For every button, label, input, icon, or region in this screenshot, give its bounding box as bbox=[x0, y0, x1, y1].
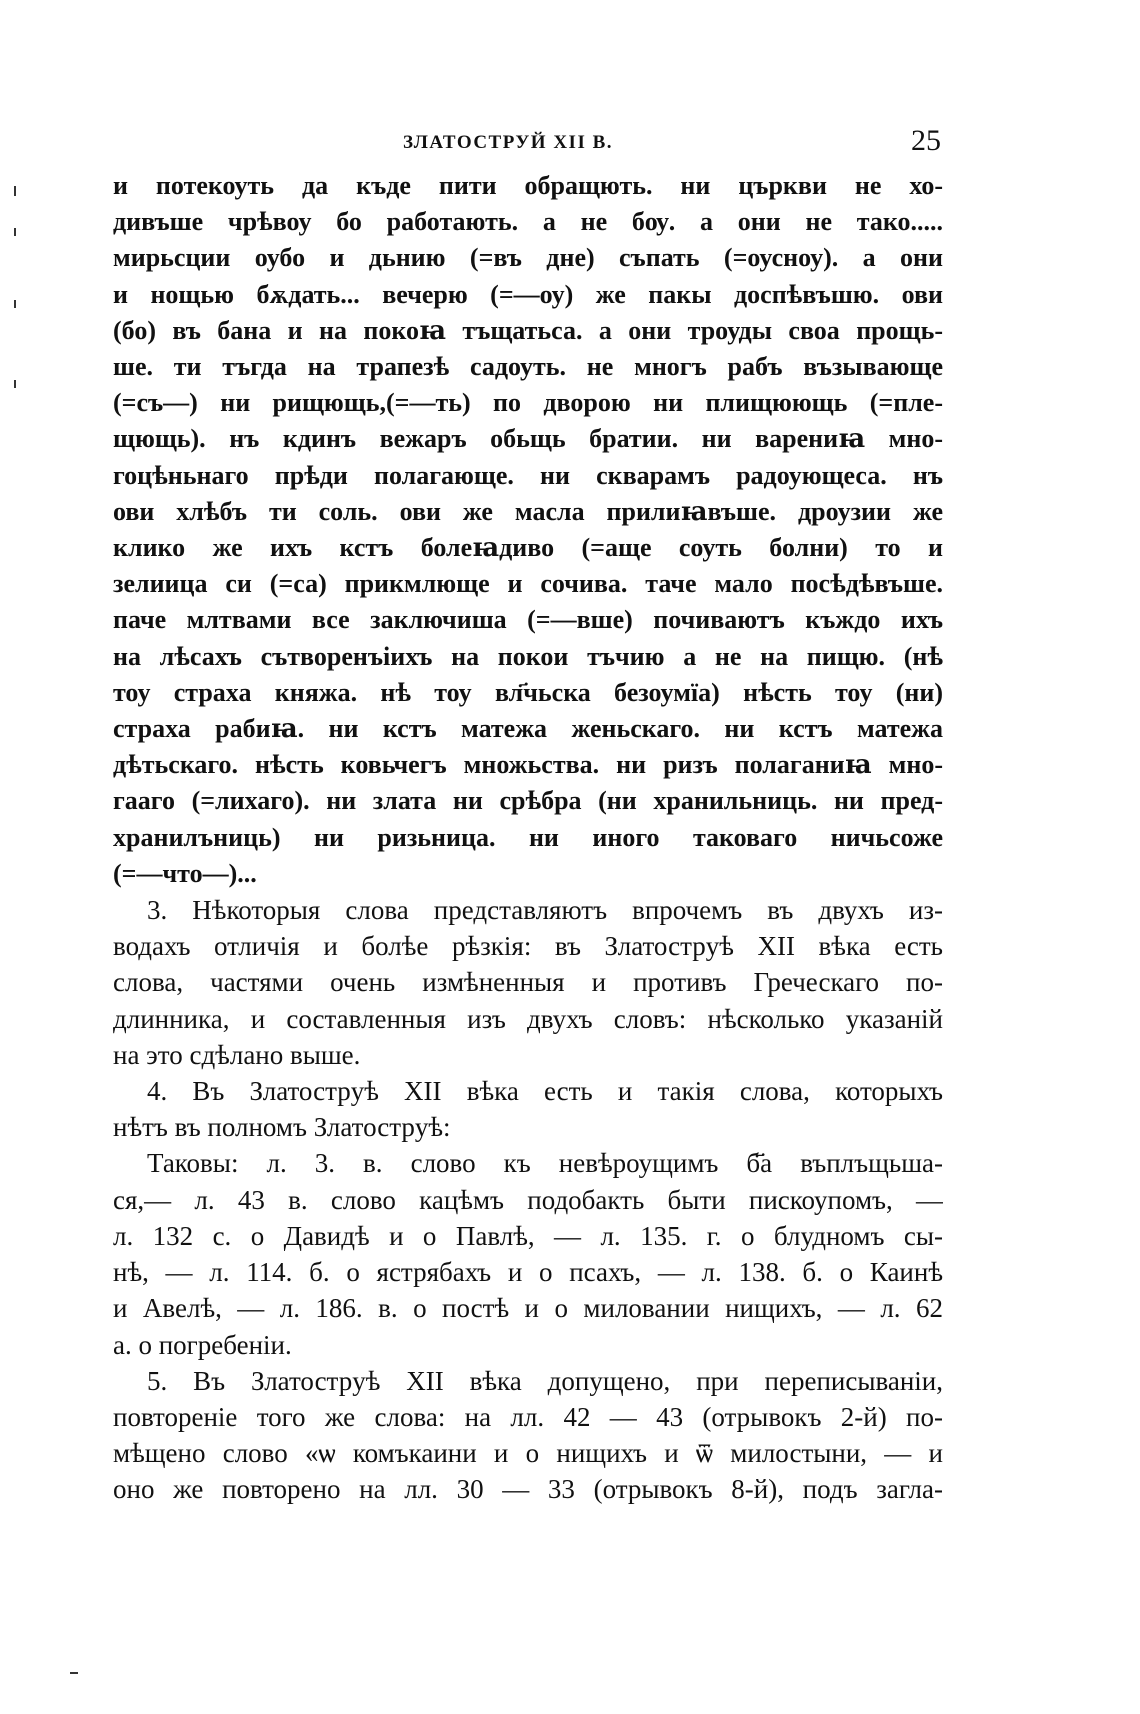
scan-mark bbox=[14, 186, 16, 196]
paragraph-line: л. 132 с. о Давидѣ и о Павлѣ, — л. 135. г. о блудномъ сы- bbox=[113, 1220, 943, 1251]
quote-line: гоцѣньнаго прѣди полагающе. ни скварамъ радоующеса. нъ bbox=[113, 460, 943, 490]
quote-line: (=съ—) ни рищющь,(=—ть) по дворою ни плищюющь (=пле- bbox=[113, 388, 943, 418]
paragraph-list bbox=[113, 1145, 943, 1362]
paragraph-line: ся,— л. 43 в. слово кацѣмъ подобакть быти пискоупомъ, — bbox=[113, 1184, 943, 1215]
scan-mark bbox=[14, 300, 16, 308]
quote-line: ови хлѣбъ ти соль. ови же масла прилиꙗвъше. дроузии же bbox=[113, 496, 943, 526]
quote-line: мирьсции оубо и дьнию (=въ дне) съпать (=оусноу). а они bbox=[113, 243, 943, 273]
paragraph-line: на это сдѣлано выше. bbox=[113, 1039, 361, 1070]
old-slavonic-quote bbox=[113, 168, 943, 892]
page-number: 25 bbox=[911, 124, 941, 157]
paragraph-line: оно же повторено на лл. 30 — 33 (отрывокъ 8-й), подъ загла- bbox=[113, 1474, 943, 1505]
quote-line: тоу страха княжа. нѣ тоу вл҃чьска безоумїа) нѣсть тоу (ни) bbox=[113, 677, 943, 707]
quote-line: (бо) въ бана и на покоꙗ тъщатьса. а они троуды своа прощь- bbox=[113, 315, 943, 345]
paragraph-line: Таковы: л. 3. в. слово къ невѣроущимъ б҃а въплъщьша- bbox=[147, 1148, 943, 1179]
paragraph-line: слова, частями очень измѣненныя и противъ Греческаго по- bbox=[113, 967, 943, 998]
scan-mark bbox=[14, 228, 16, 236]
paragraph-line: повтореніе того же слова: на лл. 42 — 43 (отрывокъ 2-й) по- bbox=[113, 1401, 943, 1432]
running-head bbox=[113, 118, 943, 168]
quote-line: гааго (=лихаго). ни злата ни срѣбра (ни хранильниць. ни пред- bbox=[113, 786, 943, 816]
paragraph-line: длинника, и составленныя изъ двухъ словъ: нѣсколько указаній bbox=[113, 1003, 943, 1034]
quote-line: дѣтьскаго. нѣсть ковьчегъ множьства. ни ризъ полаганиꙗ мно- bbox=[113, 750, 943, 780]
quote-line: (=—что—)... bbox=[113, 858, 257, 888]
paragraph-3 bbox=[113, 892, 943, 1073]
quote-line: щющь). нъ кдинъ вежаръ обьщь братии. ни варениꙗ мно- bbox=[113, 424, 943, 454]
paragraph-line: 3. Нѣкоторыя слова представляютъ впрочемъ въ двухъ из- bbox=[147, 895, 943, 926]
quote-line: и нощью бѫдать... вечерю (=—оу) же пакы доспѣвъшю. ови bbox=[113, 279, 943, 309]
quote-line: зелиица си (=са) прикмлюще и сочива. таче мало посѣдѣвъше. bbox=[113, 569, 943, 599]
quote-line: хранилъниць) ни ризьница. ни иного таковаго ничьсоже bbox=[113, 822, 943, 852]
quote-line: клико же ихъ кстъ болеꙗдиво (=аще соуть болни) то и bbox=[113, 533, 943, 563]
running-title: ЗЛАТОСТРУЙ XII В. bbox=[403, 132, 614, 153]
quote-line: ше. ти тъгда на трапезѣ садоуть. не многъ рабъ възывающе bbox=[113, 352, 943, 382]
paragraph-line: мѣщено слово «ѡ комъкаини и о нищихъ и ѿ милостыни, — и bbox=[113, 1438, 943, 1469]
paragraph-line: 4. Въ Златострyѣ XII вѣка есть и такія слова, которыхъ bbox=[147, 1076, 943, 1107]
paragraph-line: нѣ, — л. 114. б. о ястрябахъ и о псахъ, — л. 138. б. о Каинѣ bbox=[113, 1257, 943, 1288]
paragraph-line: 5. Въ Златострyѣ XII вѣка допущено, при переписываніи, bbox=[147, 1365, 943, 1396]
book-page bbox=[113, 118, 943, 1508]
paragraph-4 bbox=[113, 1073, 943, 1145]
scan-mark bbox=[14, 380, 16, 388]
paragraph-line: нѣтъ въ полномъ Златострyѣ: bbox=[113, 1112, 451, 1143]
paragraph-5 bbox=[113, 1363, 943, 1508]
quote-line: страха рабиꙗ. ни кстъ матежа женьскаго. ни кстъ матежа bbox=[113, 714, 943, 744]
quote-line: на лѣсахъ сътворенъіихъ на покои тъчию а не на пищю. (нѣ bbox=[113, 641, 943, 671]
quote-line: дивъше чрѣвоу бо работають. а не бѹ. а они не тако..... bbox=[113, 207, 943, 237]
paragraph-line: и Авелѣ, — л. 186. в. о постѣ и о миловании нищихъ, — л. 62 bbox=[113, 1293, 943, 1324]
paragraph-line: а. о погребеніи. bbox=[113, 1329, 292, 1360]
quote-line: и потекоуть да къде пити обращють. ни църкви не хо- bbox=[113, 171, 943, 200]
scan-mark bbox=[70, 1672, 78, 1674]
quote-line: паче млтвами все заключиша (=—вше) почиваютъ къждо ихъ bbox=[113, 605, 943, 635]
paragraph-line: водахъ отличія и болѣе рѣзкія: въ Златострyѣ XII вѣка есть bbox=[113, 931, 943, 962]
